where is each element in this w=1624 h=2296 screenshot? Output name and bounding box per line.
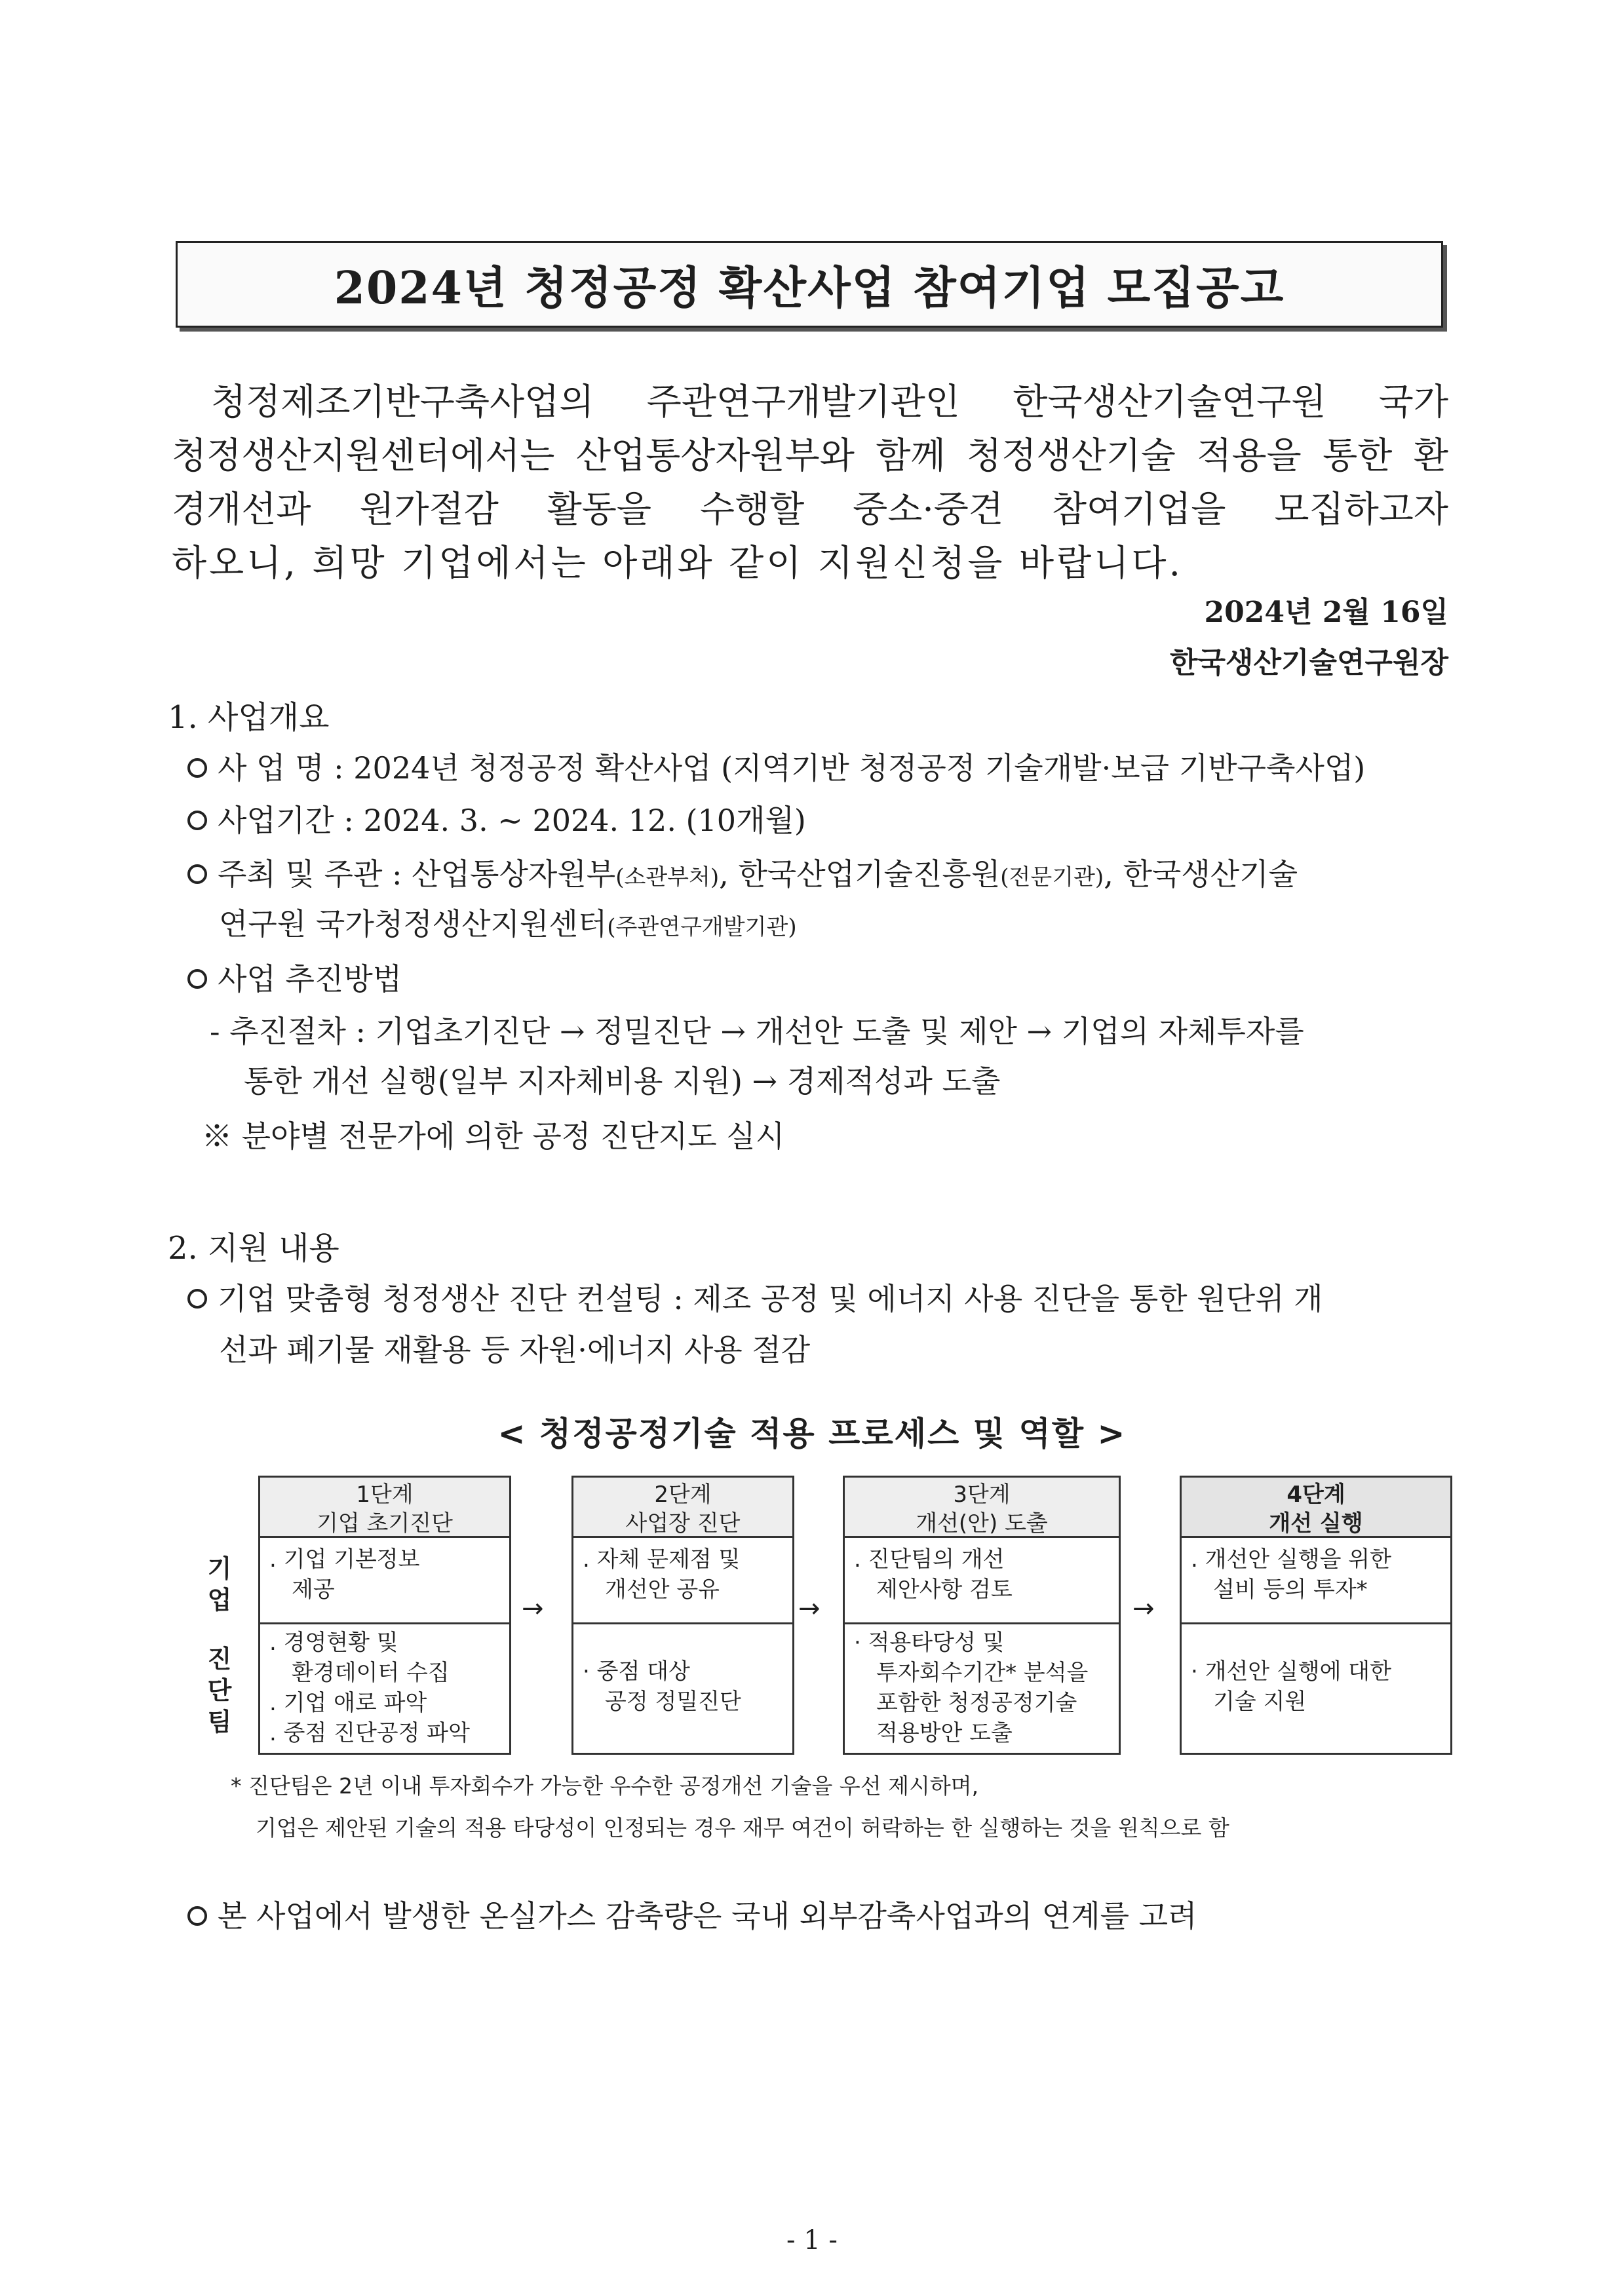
role-line: · 중점 대상 [583, 1658, 690, 1685]
host-ministry: 주최 및 주관 : 산업통상자원부 [218, 856, 616, 892]
procedure-line-1: - 추진절차 : 기업초기진단 → 정밀진단 → 개선안 도출 및 제안 → 기업의 자체투자를 [210, 1014, 1304, 1049]
method-label: 사업 추진방법 [218, 961, 402, 997]
intro-line: 청정제조기반구축사업의 주관연구개발기관인 한국생산기술연구원 국가 [211, 381, 1448, 423]
arrow-icon: → [798, 1594, 821, 1624]
host-institute-role: (주관연구개발기관) [607, 914, 797, 940]
role-line: 환경데이터 수집 [292, 1660, 450, 1686]
role-line: · 개선안 실행에 대한 [1191, 1658, 1391, 1685]
stage-2-header [573, 1478, 792, 1538]
ghg-item [187, 1892, 1197, 1936]
stage-2-company-role [573, 1538, 792, 1624]
intro-line: 경개선과 원가절감 활동을 수행할 중소·중견 참여기업을 모집하고자 [172, 488, 1448, 530]
notice-date: 2024년 2월 16일 [1204, 596, 1448, 629]
role-line: . 중점 진단공정 파악 [269, 1720, 470, 1746]
business-name: 사 업 명 : 2024년 청정공정 확산사업 (지역기반 청정공정 기술개발·보급 기반구축사업) [218, 750, 1366, 786]
circle-bullet-icon [187, 1289, 207, 1309]
notice-signer: 한국생산기술연구원장 [1169, 646, 1448, 679]
intro-line: 청정생산지원센터에서는 산업통상자원부와 함께 청정생산기술 적용을 통한 환 [172, 434, 1448, 476]
stage-3-step: 3단계 [953, 1482, 1011, 1508]
role-line: · 적용타당성 및 [854, 1630, 1005, 1656]
role-line: 설비 등의 투자* [1213, 1577, 1368, 1603]
arrow-icon: → [522, 1594, 544, 1624]
stage-1-header [260, 1478, 509, 1538]
role-line: . 개선안 실행을 위한 [1191, 1546, 1391, 1573]
role-line: 공정 정밀진단 [605, 1689, 741, 1715]
stage-3-company-role [845, 1538, 1119, 1624]
role-line: 투자회수기간* 분석을 [876, 1660, 1089, 1686]
stage-3-name: 개선(안) 도출 [916, 1510, 1048, 1537]
circle-bullet-icon [187, 811, 207, 830]
stage-1-step: 1단계 [356, 1482, 414, 1508]
stage-4-step: 4단계 [1286, 1482, 1345, 1508]
team-row-label: 진단팀 [207, 1645, 232, 1736]
role-line: . 기업 애로 파악 [269, 1690, 427, 1716]
business-name-item [187, 744, 1365, 788]
circle-bullet-icon [187, 969, 207, 989]
host-agency-role: (전문기관) [1000, 864, 1104, 890]
consulting-item [187, 1275, 1323, 1318]
host-ministry-role: (소관부처) [615, 864, 720, 890]
host-item-continued [219, 900, 797, 944]
circle-bullet-icon [187, 864, 207, 884]
role-line: . 자체 문제점 및 [583, 1546, 741, 1573]
procedure-note: ※ 분야별 전문가에 의한 공정 진단지도 실시 [202, 1119, 785, 1154]
diagram-note-1: * 진단팀은 2년 이내 투자회수가 가능한 우수한 공정개선 기술을 우선 제시하며, [231, 1773, 979, 1799]
page-title: 2024년 청정공정 확산사업 참여기업 모집공고 [334, 261, 1285, 315]
stage-4-company-role [1182, 1538, 1450, 1624]
intro-paragraph [172, 375, 1448, 590]
title-box [176, 241, 1443, 328]
stage-1-name: 기업 초기진단 [317, 1510, 453, 1537]
host-agency: , 한국산업기술진흥원 [719, 856, 1001, 892]
section-1-heading: 1. 사업개요 [168, 699, 330, 736]
stage-2-team-role [573, 1625, 792, 1753]
host-institute-b: 연구원 국가청정생산지원센터 [219, 906, 608, 942]
role-line: 포함한 청정공정기술 [876, 1690, 1077, 1716]
host-item [187, 851, 1298, 894]
role-line: 개선안 공유 [605, 1577, 720, 1603]
diagram-title: < 청정공정기술 적용 프로세스 및 역할 > [497, 1415, 1127, 1453]
role-line: 제안사항 검토 [876, 1577, 1013, 1603]
business-period-item [187, 797, 806, 840]
stage-1-company-role [260, 1538, 509, 1624]
method-item [187, 955, 402, 999]
role-line: . 진단팀의 개선 [854, 1546, 1005, 1573]
role-line: 제공 [292, 1577, 335, 1603]
company-row-label: 기업 [207, 1554, 232, 1615]
section-2-heading: 2. 지원 내용 [168, 1230, 339, 1267]
page-number: - 1 - [786, 2225, 838, 2255]
consulting-line-1: 기업 맞춤형 청정생산 진단 컨설팅 : 제조 공정 및 에너지 사용 진단을 통한 원단위 개 [218, 1281, 1323, 1316]
role-line: . 경영현황 및 [269, 1630, 398, 1656]
arrow-icon: → [1132, 1594, 1155, 1624]
stage-3-header [845, 1478, 1119, 1538]
business-period: 사업기간 : 2024. 3. ~ 2024. 12. (10개월) [218, 803, 806, 838]
role-line: . 기업 기본정보 [269, 1546, 420, 1573]
stage-4-team-role [1182, 1625, 1450, 1753]
stage-4-box [1180, 1476, 1452, 1755]
ghg-text: 본 사업에서 발생한 온실가스 감축량은 국내 외부감축사업과의 연계를 고려 [218, 1898, 1197, 1934]
consulting-line-2: 선과 폐기물 재활용 등 자원·에너지 사용 절감 [219, 1332, 811, 1368]
diagram-note-2: 기업은 제안된 기술의 적용 타당성이 인정되는 경우 재무 여건이 허락하는 한 실행하는 것을 원칙으로 함 [256, 1815, 1229, 1841]
stage-2-name: 사업장 진단 [625, 1510, 741, 1537]
stage-3-box [843, 1476, 1121, 1755]
stage-2-step: 2단계 [654, 1482, 712, 1508]
role-line: 적용방안 도출 [876, 1720, 1013, 1746]
procedure-line-2: 통한 개선 실행(일부 지자체비용 지원) → 경제적성과 도출 [244, 1063, 1001, 1099]
stage-1-team-role [260, 1625, 509, 1753]
stage-2-box [571, 1476, 794, 1755]
stage-1-box [258, 1476, 511, 1755]
host-institute-a: , 한국생산기술 [1104, 856, 1298, 892]
stage-3-team-role [845, 1625, 1119, 1753]
stage-4-header [1182, 1478, 1450, 1538]
circle-bullet-icon [187, 1906, 207, 1926]
stage-4-name: 개선 실행 [1269, 1510, 1363, 1537]
circle-bullet-icon [187, 758, 207, 778]
role-line: 기술 지원 [1213, 1689, 1307, 1715]
intro-line: 하오니, 희망 기업에서는 아래와 같이 지원신청을 바랍니다. [172, 542, 1183, 584]
